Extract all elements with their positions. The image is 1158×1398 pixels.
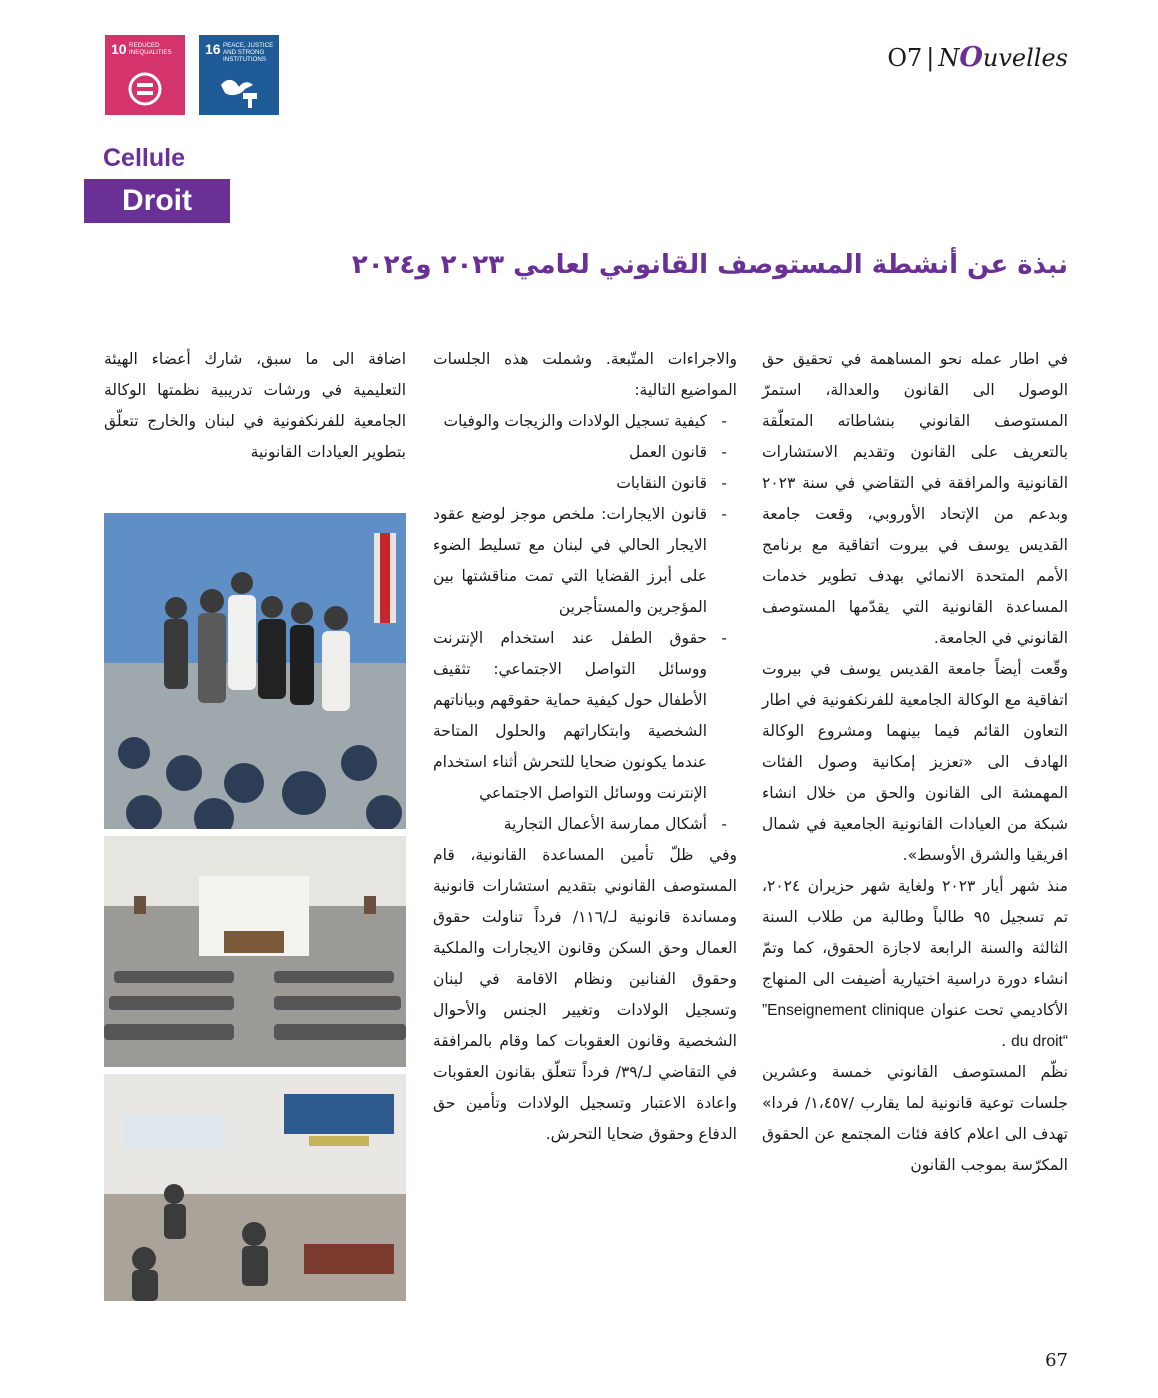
list-item: - حقوق الطفل عند استخدام الإنترنت ووسائل التواصل الاجتماعي: تثقيف الأطفال حول كيفية حماية حقوقهم وبياناتهم الشخصية وابتكاراتهم والحلول المتاحة عندما يكونون ضحايا للتحرش أثناء استخدام الإنترنت ووسائل التواصل الاجتماعي: [433, 623, 737, 809]
brand-o: O: [959, 42, 983, 73]
sdg-16-label: PEACE, JUSTICE AND STRONG INSTITUTIONS: [223, 42, 274, 63]
text-column-3: [104, 344, 406, 468]
text-column-1: [762, 344, 1068, 1181]
paragraph-text: منذ شهر أيار ٢٠٢٣ ولغاية شهر حزيران ٢٠٢٤، تم تسجيل ٩٥ طالباً وطالبة من طلاب السنة الثالثة والسنة الرابعة لاجازة الحقوق، كما وتمّ انشاء دورة دراسية اختيارية أضيفت الى المنهاج الأكاديمي تحت عنوان: [762, 877, 1069, 1019]
header-separator: |: [926, 44, 935, 72]
list-item: - كيفية تسجيل الولادات والزيجات والوفيات: [433, 406, 737, 437]
paragraph: [762, 871, 1068, 1057]
paragraph: نظّم المستوصف القانوني خمسة وعشرين جلسات توعية قانونية لما يقارب /١،٤٥٧/ فردا» تهدف الى اعلام كافة فئات المجتمع عن الحقوق المكرّسة بموجب القانون: [762, 1063, 1068, 1174]
paragraph: وفي ظلّ تأمين المساعدة القانونية، قام المستوصف القانوني بتقديم استشارات قانونية ومساندة قانونية لـ/١١٦/ فرداً تناولت حقوق العمال وحق السكن وقانون الايجارات والملكية وحقوق الفنانين ونظام الاقامة في لبنان وتسجيل الولادات وتغيير الجنس والأحوال الشخصية وقانون العقوبات كما وقام بالمرافقة في التقاضي لـ/٣٩/ فرداً تتعلّق بقانون العقوبات واعادة الاعتبار وتسجيل الولادات وتأمين حق الدفاع وحقوق ضحايا التحرش.: [433, 846, 737, 1143]
page-number: 67: [1045, 1350, 1068, 1371]
sdg-10-label: REDUCED INEQUALITIES: [129, 42, 172, 56]
equality-icon: [123, 69, 167, 109]
photo-auditorium: [104, 836, 406, 1067]
course-name: ”Enseignement clinique du droit“: [762, 1002, 1068, 1050]
sdg-10-badge: [105, 35, 185, 115]
list-item: - قانون العمل: [433, 437, 737, 468]
paragraph: وقّعت أيضاً جامعة القديس يوسف في بيروت اتفاقية مع الوكالة الجامعية للفرنكفونية في اطار التعاون القائم فيما بينهما ومشروع الوكالة الهادف الى «تعزيز إمكانية وصول الفئات المهمشة الى القانون والحق من خلال انشاء شبكة من العيادات القانونية الجامعية في شمال افريقيا والشرق الأوسط».: [762, 660, 1068, 864]
topic-list: [433, 406, 737, 840]
list-item: - أشكال ممارسة الأعمال التجارية: [433, 809, 737, 840]
brand-rest: uvelles: [982, 44, 1068, 72]
sdg-10-number: 10: [111, 41, 127, 57]
paragraph: في اطار عمله نحو المساهمة في تحقيق حق الوصول الى القانون والعدالة، استمرّ المستوصف القانوني بنشاطاته المتعلّقة بالتعريف على القانون وتقديم الاستشارات القانونية والمرافقة في التقاضي في سنة ٢٠٢٣ وبدعم من الإتحاد الأوروبي، وقعت جامعة القديس يوسف في بيروت اتفاقية مع برنامج الأمم المتحدة الانمائي بهدف تطوير خدمات المساعدة القانونية التي يقدّمها المستوصف القانوني في الجامعة.: [762, 350, 1068, 647]
list-item: - قانون النقابات: [433, 468, 737, 499]
sdg-16-badge: [199, 35, 279, 115]
photo-workshop: [104, 1074, 406, 1301]
text-column-2: [433, 344, 737, 1150]
list-item: - قانون الايجارات: ملخص موجز لوضع عقود الايجار الحالي في لبنان مع تسليط الضوء على أبرز القضايا التي تمت مناقشتها بين المؤجرين والمستأجرين: [433, 499, 737, 623]
paragraph: اضافة الى ما سبق، شارك أعضاء الهيئة التعليمية في ورشات تدريبية نظمتها الوكالة الجامعية للفرنكفونية في لبنان والخارج تتعلّق بتطوير العيادات القانونية: [104, 350, 406, 461]
brand-n: N: [938, 44, 960, 72]
sdg-16-number: 16: [205, 41, 221, 57]
section-label-cellule: Cellule: [103, 144, 185, 172]
magazine-header: [887, 42, 1068, 73]
issue-number: O7: [887, 44, 923, 72]
dove-gavel-icon: [217, 69, 263, 111]
section-label-droit: Droit: [84, 179, 230, 223]
article-title: نبذة عن أنشطة المستوصف القانوني لعامي ٢٠٢٣ و٢٠٢٤: [351, 250, 1068, 280]
paragraph-end: .: [1001, 1032, 1007, 1050]
photo-students-speaking: [104, 513, 406, 829]
paragraph: والاجراءات المتّبعة. وشملت هذه الجلسات المواضيع التالية:: [433, 350, 737, 399]
